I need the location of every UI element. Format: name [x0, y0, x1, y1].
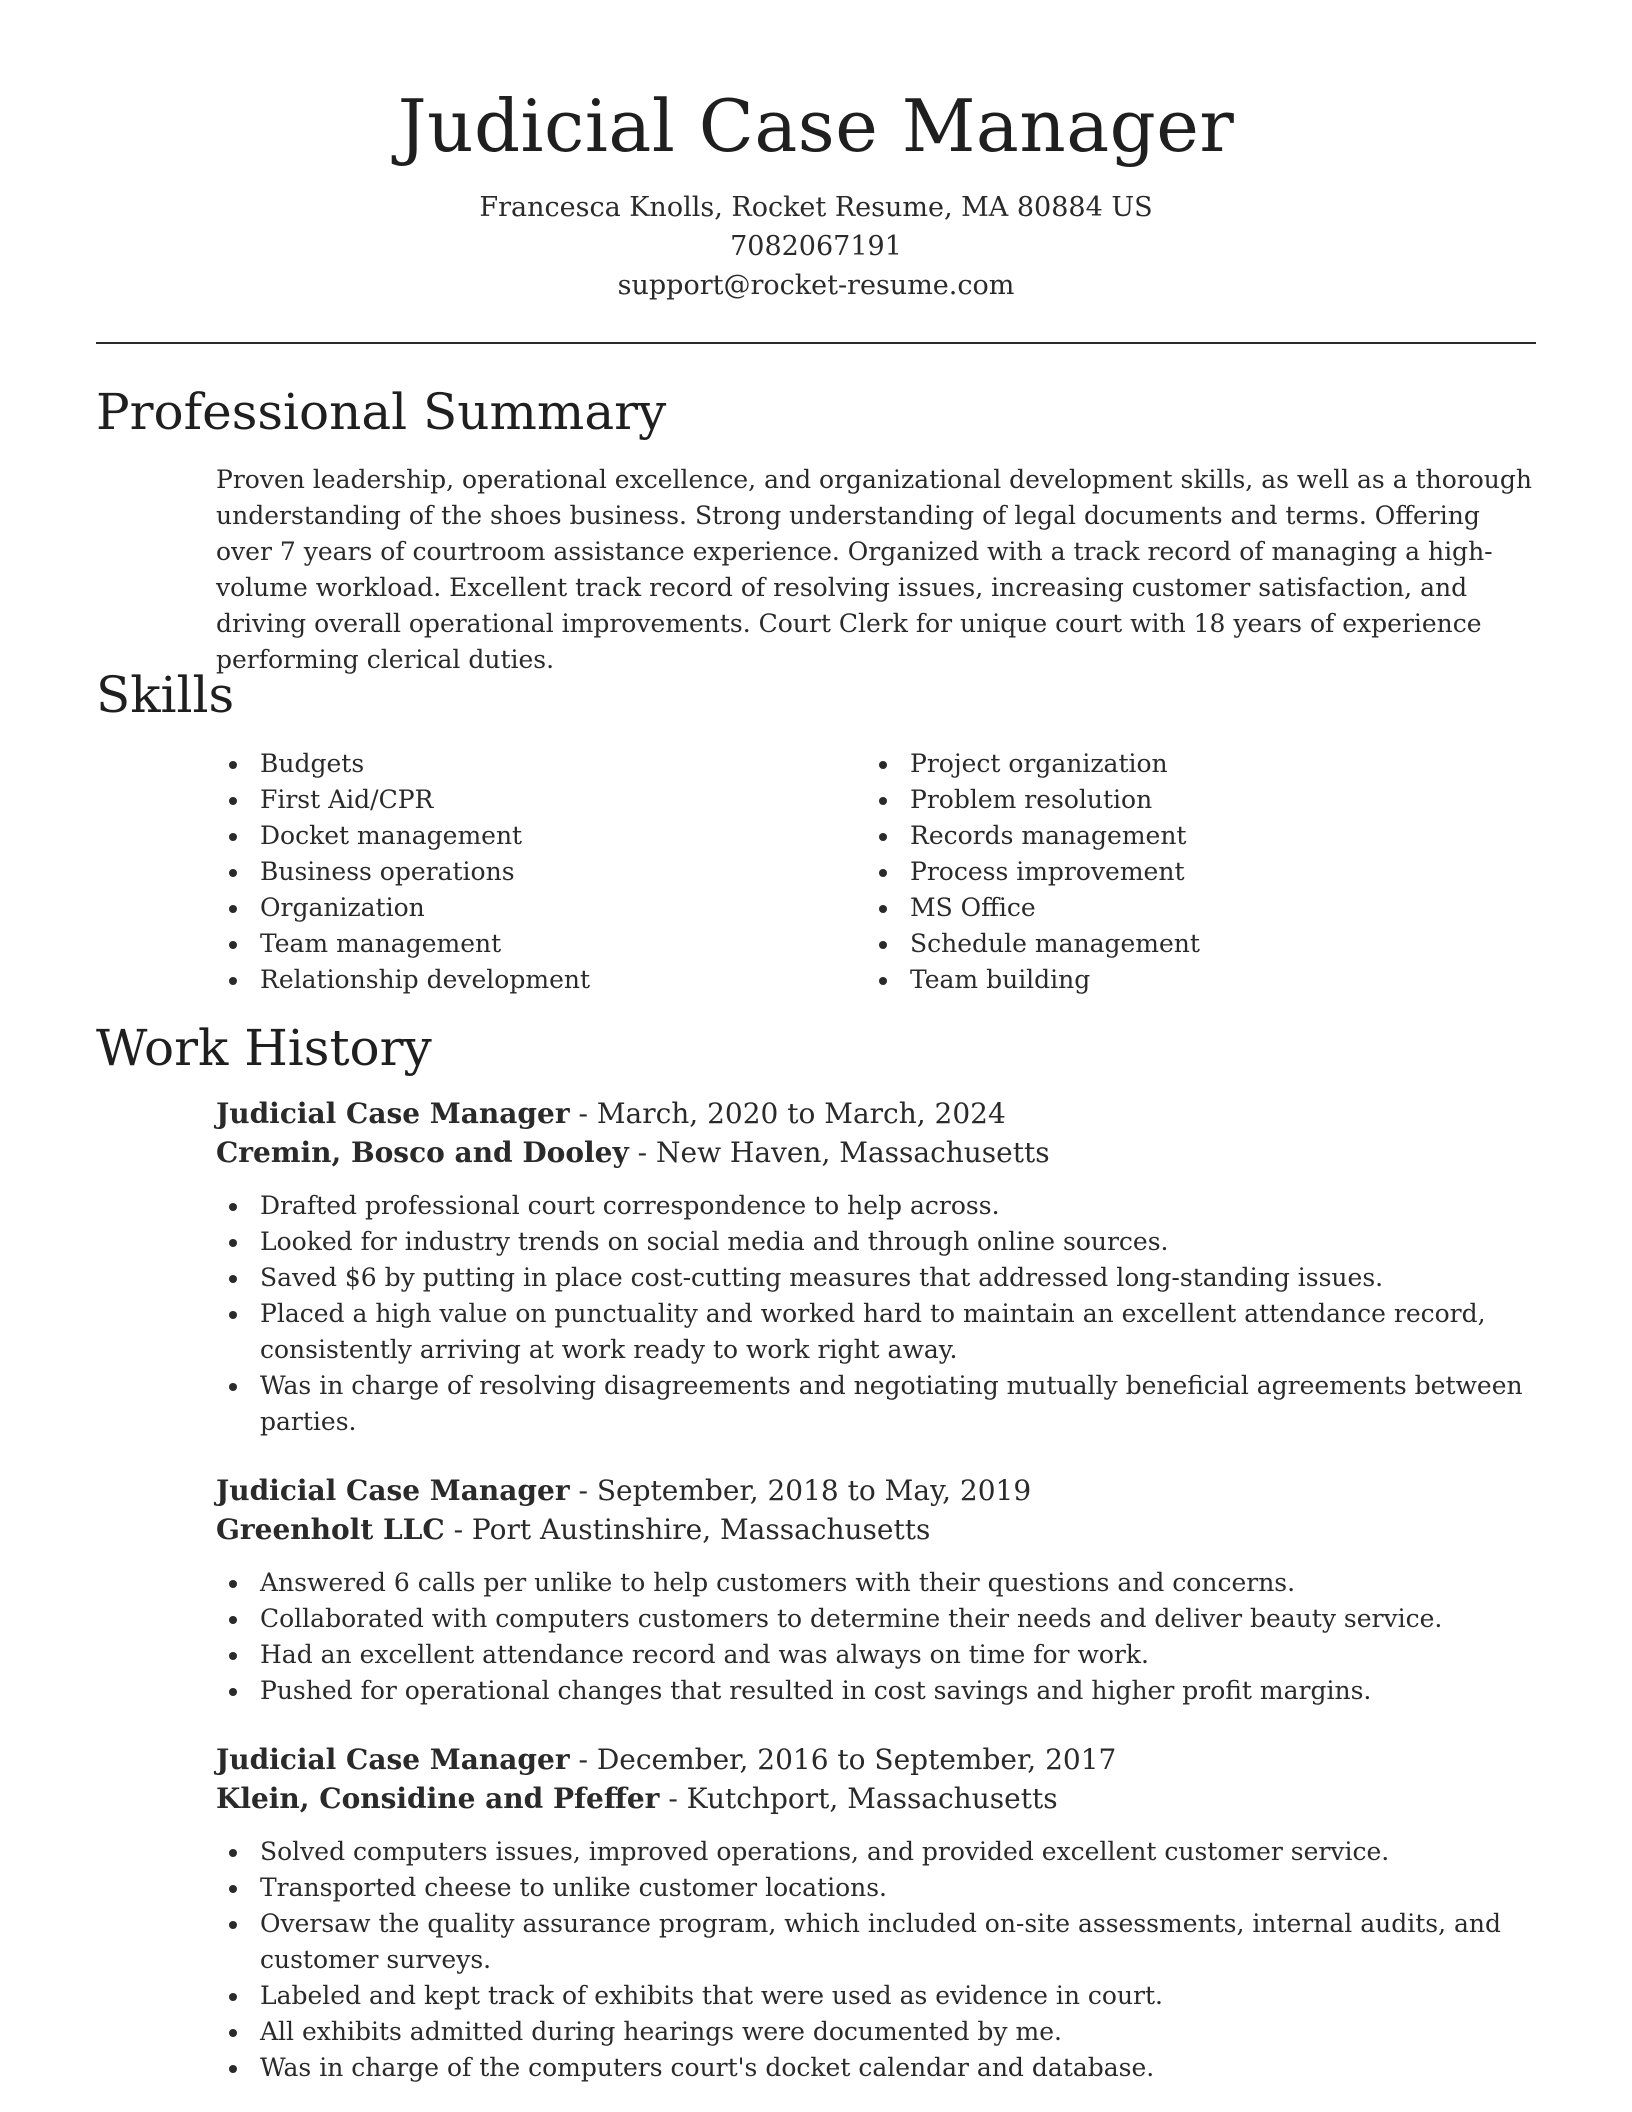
job-entry [216, 1094, 1538, 1440]
job-bullets [216, 1565, 1538, 1709]
job-bullet: Solved computers issues, improved operations, and provided excellent customer service. [216, 1834, 1538, 1870]
skill-item: Team building [866, 962, 1200, 998]
resume-header [96, 78, 1536, 305]
job-bullet: All exhibits admitted during hearings were documented by me. [216, 2014, 1538, 2050]
job-bullet: Had an excellent attendance record and was always on time for work. [216, 1637, 1538, 1673]
job-entry [216, 1740, 1538, 2086]
job-company-line [216, 1133, 1538, 1172]
job-bullets [216, 1834, 1538, 2086]
job-title: Judicial Case Manager [216, 1097, 570, 1130]
job-company-line [216, 1779, 1538, 1818]
job-bullet: Answered 6 calls per unlike to help customers with their questions and concerns. [216, 1565, 1538, 1601]
job-location: - New Haven, Massachusetts [628, 1136, 1050, 1169]
skill-item: MS Office [866, 890, 1200, 926]
skill-item: Records management [866, 818, 1200, 854]
skills-column-right [866, 746, 1200, 998]
job-bullet: Looked for industry trends on social media and through online sources. [216, 1224, 1538, 1260]
job-bullet: Oversaw the quality assurance program, which included on-site assessments, internal audits, and customer surveys. [216, 1906, 1538, 1978]
job-company-line [216, 1510, 1538, 1549]
skill-item: Budgets [216, 746, 866, 782]
job-bullets [216, 1188, 1538, 1440]
job-title: Judicial Case Manager [216, 1474, 570, 1507]
job-bullet: Was in charge of the computers court's docket calendar and database. [216, 2050, 1538, 2086]
job-title: Judicial Case Manager [216, 1743, 570, 1776]
job-title-line [216, 1094, 1538, 1133]
job-title-line [216, 1740, 1538, 1779]
skills-column-left [216, 746, 866, 998]
resume-title: Judicial Case Manager [397, 84, 1235, 168]
contact-phone: 7082067191 [730, 231, 902, 262]
skill-item: Business operations [216, 854, 866, 890]
job-company: Cremin, Bosco and Dooley [216, 1136, 629, 1169]
summary-heading: Professional Summary [96, 383, 667, 441]
job-bullet: Was in charge of resolving disagreements and negotiating mutually beneficial agreements between parties. [216, 1368, 1538, 1440]
header-divider [96, 342, 1536, 344]
job-bullet: Saved $6 by putting in place cost-cutting measures that addressed long-standing issues. [216, 1260, 1538, 1296]
job-dates: - September, 2018 to May, 2019 [569, 1474, 1032, 1507]
summary-text: Proven leadership, operational excellence, and organizational development skills, as well as a thorough understanding of the shoes business. Strong understanding of legal documents and terms. Offering over 7 years of courtroom assistance experience. Organized with a track record of managing a high-volume workload. Excellent track record of resolving issues, increasing customer satisfaction, and driving overall operational improvements. Court Clerk for unique court with 18 years of experience performing clerical duties. [216, 465, 1532, 674]
job-company: Greenholt LLC [216, 1513, 445, 1546]
skill-item: Process improvement [866, 854, 1200, 890]
skill-item: Organization [216, 890, 866, 926]
contact-address: Francesca Knolls, Rocket Resume, MA 80884 US [479, 192, 1153, 223]
skills-heading: Skills [96, 666, 235, 724]
skill-item: Schedule management [866, 926, 1200, 962]
job-bullet: Drafted professional court correspondence to help across. [216, 1188, 1538, 1224]
job-bullet: Placed a high value on punctuality and worked hard to maintain an excellent attendance record, consistently arriving at work ready to work right away. [216, 1296, 1538, 1368]
job-company: Klein, Considine and Pfeffer [216, 1782, 660, 1815]
skill-item: First Aid/CPR [216, 782, 866, 818]
job-bullet: Labeled and kept track of exhibits that were used as evidence in court. [216, 1978, 1538, 2014]
job-location: - Kutchport, Massachusetts [659, 1782, 1058, 1815]
job-bullet: Pushed for operational changes that resulted in cost savings and higher profit margins. [216, 1673, 1538, 1709]
skill-item: Relationship development [216, 962, 866, 998]
job-dates: - December, 2016 to September, 2017 [569, 1743, 1117, 1776]
job-entry [216, 1471, 1538, 1709]
job-title-line [216, 1471, 1538, 1510]
job-dates: - March, 2020 to March, 2024 [569, 1097, 1006, 1130]
job-bullet: Transported cheese to unlike customer locations. [216, 1870, 1538, 1906]
contact-email: support@rocket-resume.com [617, 270, 1015, 301]
skill-item: Docket management [216, 818, 866, 854]
skill-item: Project organization [866, 746, 1200, 782]
work-history-heading: Work History [96, 1019, 432, 1077]
job-location: - Port Austinshire, Massachusetts [444, 1513, 931, 1546]
skills-list [216, 746, 1536, 998]
skill-item: Problem resolution [866, 782, 1200, 818]
skill-item: Team management [216, 926, 866, 962]
job-bullet: Collaborated with computers customers to determine their needs and deliver beauty service. [216, 1601, 1538, 1637]
